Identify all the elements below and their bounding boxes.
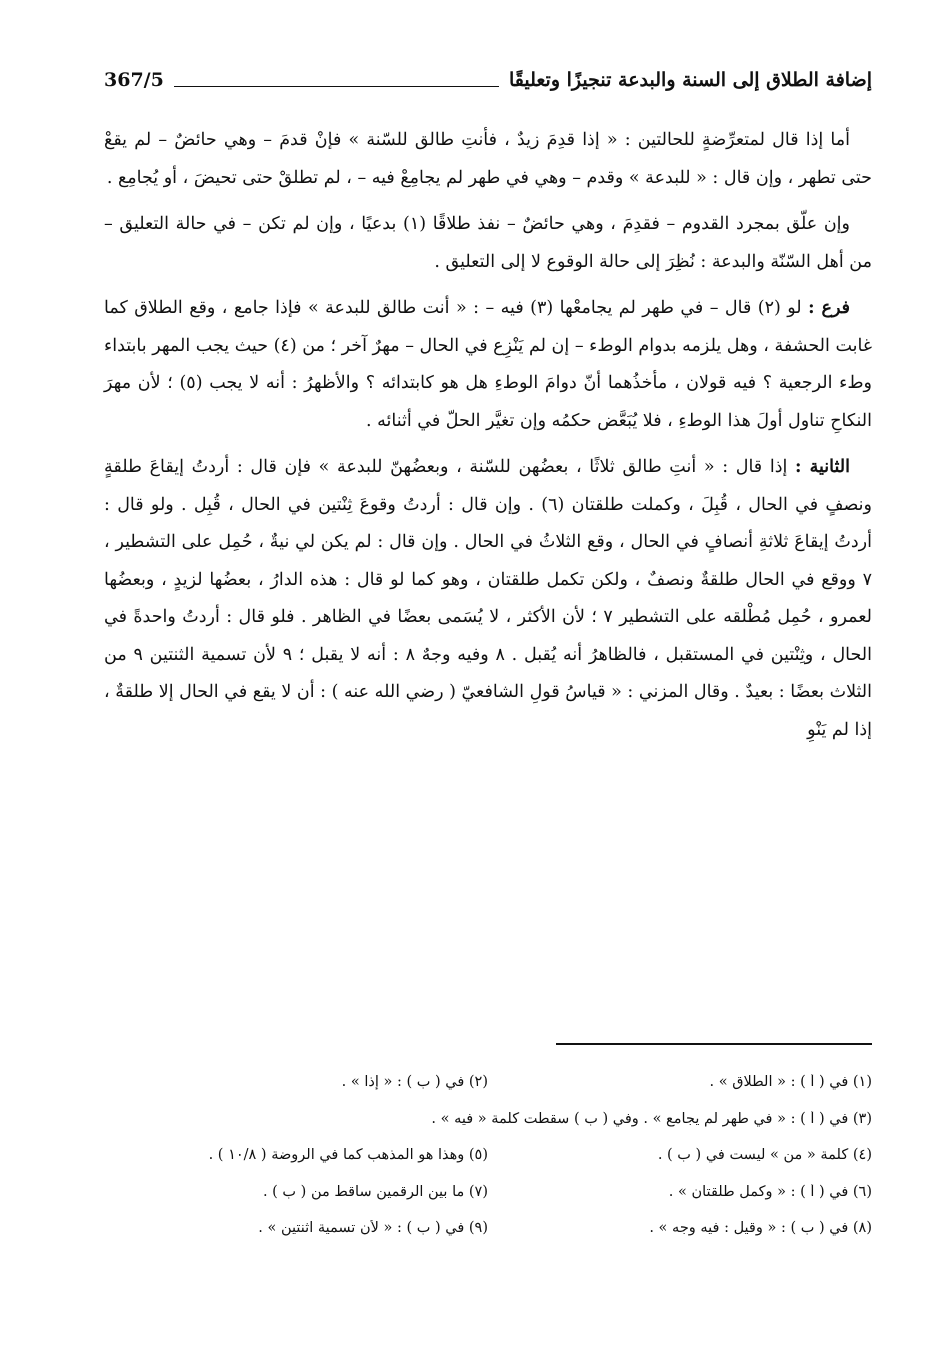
paragraph: [104, 290, 872, 440]
footnote-row: [104, 1137, 872, 1174]
paragraph: [104, 449, 872, 749]
paragraph-text: لو (٢) قال – في طهر لم يجامعْها (٣) فيه – : « أنت طالق للبدعة » فإذا جامع ، وقع الطلاق كما غابت الحشفة ، وهل يلزمه بدوام الوطء – إن لم يَنْزِع في الحال – مهرٌ آخر ؛ من (٤) حيث يجب المهر بابتداء وطء الرجعية ؟ فيه قولان ، مأخذُهما أنّ دوامَ الوطءِ هل هو كابتدائه ؟ والأظهرُ : أنه لا يجب (٥) ؛ لأن مهرَ النكاحِ تناول أولَ هذا الوطءِ ، فلا يُبَعَّض حكمُه وإن تغيَّر الحلّ في أثنائه .: [104, 298, 872, 431]
footnote: (٨) في ( ب ) : « وقيل : فيه وجه » .: [649, 1220, 872, 1237]
footnote: (٤) كلمة « من » ليست في ( ب ) .: [657, 1147, 872, 1164]
footnotes: [104, 1064, 872, 1247]
footnote: (١) في ( أ ) : « الطلاق » .: [709, 1074, 872, 1091]
paragraph: [104, 206, 872, 281]
footnote-row: [104, 1101, 872, 1138]
footnote: (٦) في ( أ ) : « وكمل طلقتان » .: [668, 1183, 872, 1200]
running-header: [104, 62, 872, 98]
footnote-row: [104, 1174, 872, 1211]
footnote: (٣) في ( أ ) : « في طهر لم يجامع » . وفي ( ب ) سقطت كلمة « فيه » .: [431, 1110, 872, 1127]
footnote-row: [104, 1064, 872, 1101]
footnote: (٧) ما بين الرقمين ساقط من ( ب ) .: [262, 1183, 488, 1200]
paragraph-text: أما إذا قال لمتعرِّضةٍ للحالتين : « إذا قدِمَ زيدٌ ، فأنتِ طالق للسّنة » فإنْ قدمَ – وهي حائضٌ – لم يقعْ حتى تطهر ، وإن قال : « للبدعة » وقدم – وهي في طهر لم يجامِعْ فيه – ، لم تطلقْ حتى تحيضَ ، أو يُجامِع .: [104, 130, 872, 188]
footnote-separator: [556, 1043, 872, 1045]
paragraph: [104, 122, 872, 197]
paragraph-text: وإن علّق بمجرد القدوم – فقدِمَ ، وهي حائضٌ – نفذ طلاقًا (١) بدعيًا ، وإن لم تكن – في حالة التعليق – من أهل السّنّة والبدعة : نُظِرَ إلى حالة الوقوع لا إلى التعليق .: [104, 214, 872, 272]
main-text: [104, 122, 872, 749]
header-title: إضافة الطلاق إلى السنة والبدعة تنجيزًا وتعليقًا: [508, 69, 872, 91]
footnote: (٩) في ( ب ) : « لأن تسمية اثنتين » .: [258, 1220, 488, 1237]
header-rule: [174, 86, 499, 87]
footnote-row: [104, 1210, 872, 1247]
page-number: 367/5: [104, 69, 164, 91]
footnote: (٥) وهذا هو المذهب كما في الروضة ( ١٠/٨ ) .: [208, 1147, 488, 1164]
paragraph-lead: فرع :: [808, 298, 850, 318]
paragraph-lead: الثانية :: [795, 457, 850, 477]
paragraph-text: إذا قال : « أنتِ طالق ثلاثًا ، بعضُهن للسّنة ، وبعضُهنّ للبدعة » فإن قال : أردتُ إيقاعَ طلقةٍ ونصفٍ في الحال ، قُبِلَ ، وكملت طلقتان (٦) . وإن قال : أردتُ وقوعَ ثِنْتين في الحال ، قُبِل . ولو قال : أردتُ إيقاعَ ثلاثةِ أنصافٍ في الحال ، وقع الثلاثُ في الحال . وإن قال : لم يكن لي نيةٌ ، حُمِل على التشطير ، ٧ ووقع في الحال طلقةٌ ونصفٌ ، ولكن تكمل طلقتان ، وهو كما لو قال : هذه الدارُ ، بعضُها لزيدٍ ، وبعضُها لعمرو ، حُمِل مُطْلقه على التشطير ٧ ؛ لأن الأكثر ، لا يُسَمى بعضًا في الظاهر . فلو قال : أردتُ واحدةً في الحال ، وثِنْتين في المستقبل ، فالظاهرُ أنه يُقبل . ٨ وفيه وجهٌ ٨ : أنه لا يقبل ؛ ٩ لأن تسمية الثنتين ٩ من الثلاث بعضًا : بعيدٌ . وقال المزني : « قياسُ قولِ الشافعيّ ( رضي الله عنه ) : أن لا يقع في الحال إلا طلقةٌ ، إذا لم يَنْوِ: [104, 457, 873, 740]
footnote: (٢) في ( ب ) : « إذا » .: [341, 1074, 488, 1091]
